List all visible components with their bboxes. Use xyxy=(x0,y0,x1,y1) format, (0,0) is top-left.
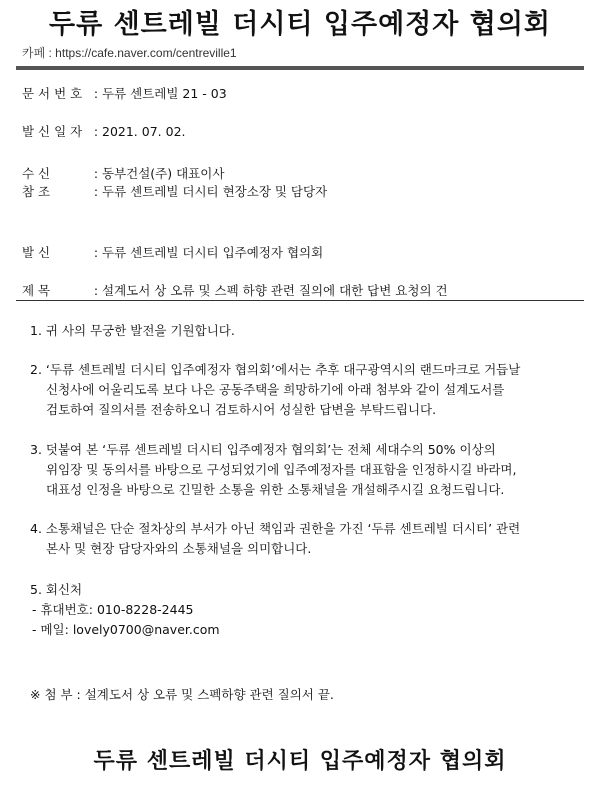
reply-phone: - 휴대번호: 010-8228-2445 xyxy=(32,602,194,617)
recipient-value: 동부건설(주) 대표이사 xyxy=(102,166,225,181)
colon: : xyxy=(93,184,99,199)
subject-row xyxy=(22,281,448,299)
reference-label: 참 조 xyxy=(22,184,51,199)
colon: : xyxy=(93,283,99,298)
paragraph-3-line-1: 3. 덧붙여 본 ‘두류 센트레빌 더시티 입주예정자 협의회’는 전체 세대수의 50% 이상의 xyxy=(30,442,496,457)
subject-divider xyxy=(16,300,584,301)
sender-value: 두류 센트레빌 더시티 입주예정자 협의회 xyxy=(102,245,324,260)
send-date-label: 발 신 일 자 xyxy=(22,124,83,139)
send-date-row xyxy=(22,122,186,140)
send-date-value: 2021. 07. 02. xyxy=(102,124,186,139)
paragraph-4-line-1: 4. 소통채널은 단순 절차상의 부서가 아닌 책임과 권한을 가진 ‘두류 센트레빌 더시티’ 관련 xyxy=(30,521,521,536)
paragraph-3-line-2: 위임장 및 동의서를 바탕으로 구성되었기에 입주예정자를 대표함을 인정하시길 바라며, xyxy=(46,462,517,477)
paragraph-2-line-3: 검토하여 질의서를 전송하오니 검토하시어 성실한 답변을 부탁드립니다. xyxy=(46,402,437,417)
paragraph-2-line-1: 2. ‘두류 센트레빌 더시티 입주예정자 협의회’에서는 추후 대구광역시의 랜드마크로 거듭날 xyxy=(30,362,521,377)
reply-email: - 메일: lovely0700@naver.com xyxy=(32,622,220,637)
colon: : xyxy=(93,124,99,139)
subject-label: 제 목 xyxy=(22,283,51,298)
subject-value: 설계도서 상 오류 및 스펙 하향 관련 질의에 대한 답변 요청의 건 xyxy=(102,283,448,298)
doc-number-label: 문 서 번 호 xyxy=(22,86,83,101)
footer-title: 두류 센트레빌 더시티 입주예정자 협의회 xyxy=(93,749,507,774)
paragraph-1 xyxy=(30,321,575,341)
colon: : xyxy=(93,166,99,181)
doc-number-value: 두류 센트레빌 21 - 03 xyxy=(102,86,227,101)
paragraph-3-line-3: 대표성 인정을 바탕으로 긴밀한 소통을 위한 소통채널을 개설해주시길 요청드립니다. xyxy=(46,482,505,497)
colon: : xyxy=(93,86,99,101)
document-title: 두류 센트레빌 더시티 입주예정자 협의회 xyxy=(49,9,551,40)
reference-value: 두류 센트레빌 더시티 현장소장 및 담당자 xyxy=(102,184,328,199)
paragraph-5 xyxy=(30,580,575,640)
colon: : xyxy=(93,245,99,260)
reference-row xyxy=(22,182,327,200)
sender-label: 발 신 xyxy=(22,245,51,260)
paragraph-2-line-2: 신청사에 어울리도록 보다 나은 공동주택을 희망하기에 아래 첨부와 같이 설계도서를 xyxy=(46,382,505,397)
reply-heading: 5. 회신처 xyxy=(30,582,83,597)
sender-row xyxy=(22,243,323,261)
attachment-line: ※ 첨 부 : 설계도서 상 오류 및 스펙하향 관련 질의서 끝. xyxy=(30,687,334,702)
paragraph-4-line-2: 본사 및 현장 담당자와의 소통채널을 의미합니다. xyxy=(46,541,312,556)
paragraph-4 xyxy=(30,519,575,559)
recipient-label: 수 신 xyxy=(22,166,51,181)
paragraph-3 xyxy=(30,440,575,500)
cafe-url: 카페 : https://cafe.naver.com/centreville1 xyxy=(22,46,237,60)
doc-number-row xyxy=(22,84,227,102)
paragraph-1-line: 1. 귀 사의 무궁한 발전을 기원합니다. xyxy=(30,323,235,338)
paragraph-2 xyxy=(30,360,575,420)
header-divider xyxy=(16,66,584,70)
recipient-row xyxy=(22,164,224,182)
